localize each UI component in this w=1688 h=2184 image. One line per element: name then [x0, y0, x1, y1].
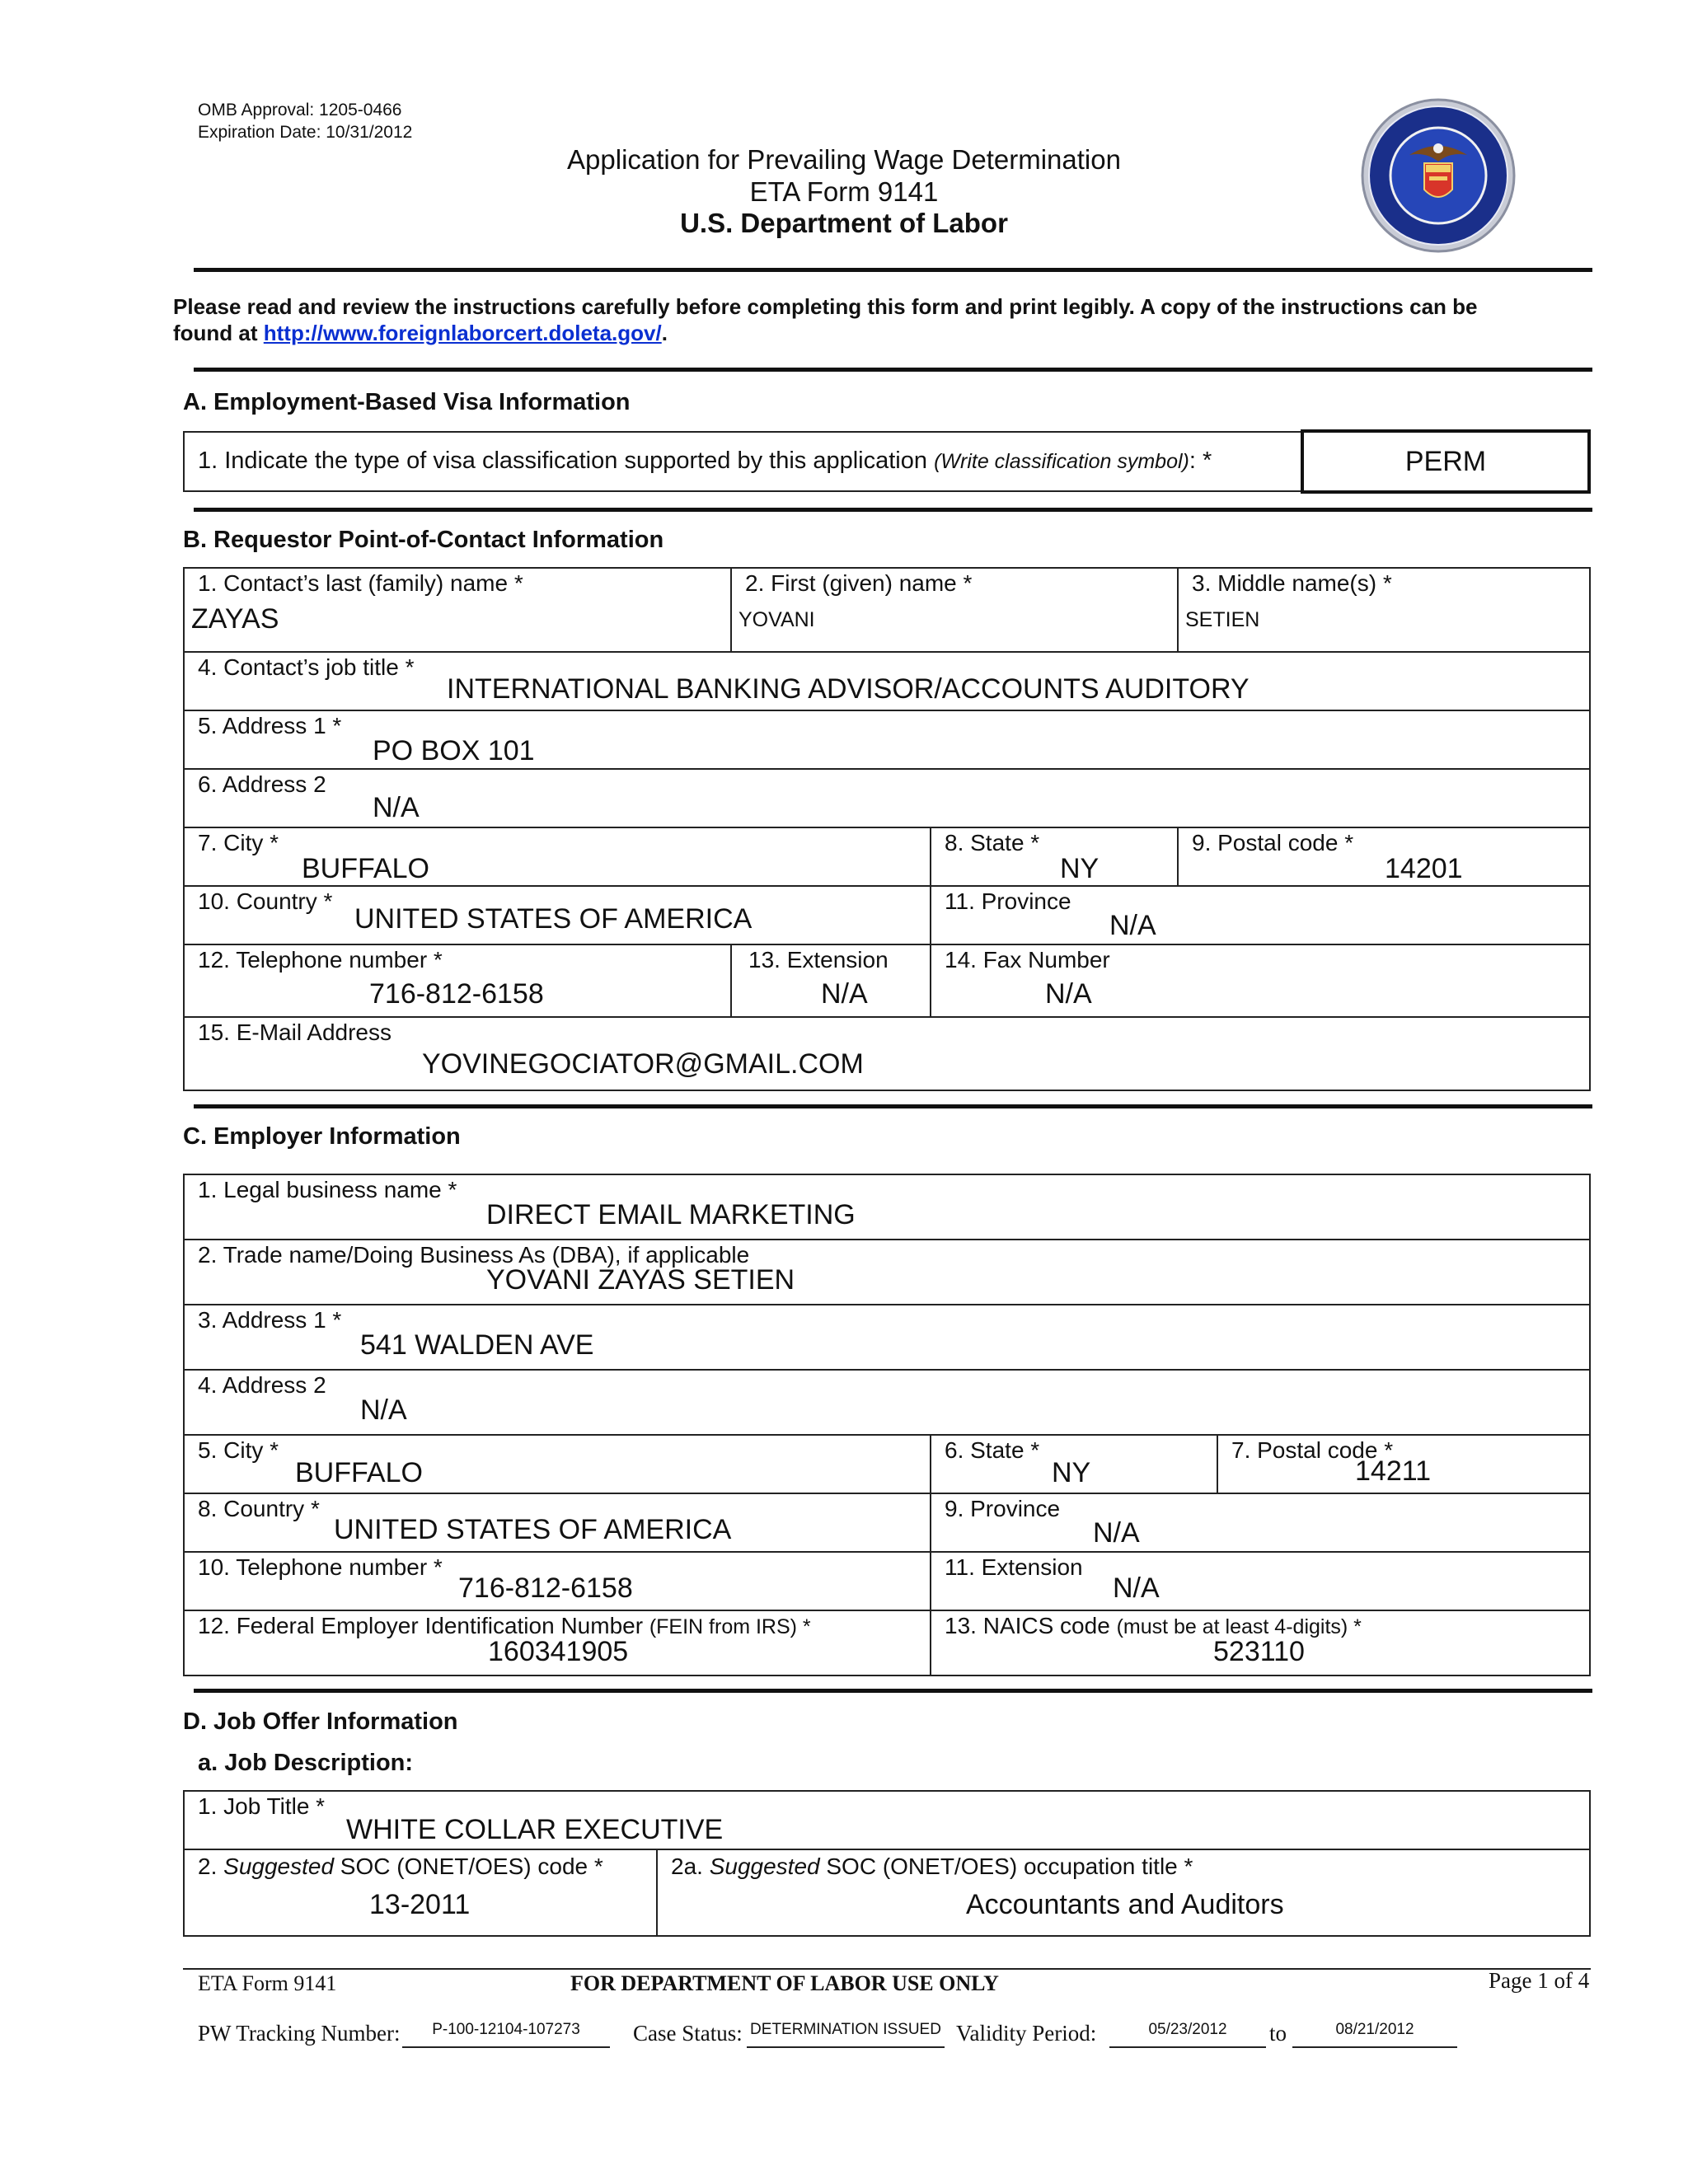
- soc-title-label: 2a. Suggested SOC (ONET/OES) occupation title *: [671, 1854, 1193, 1879]
- section-b-title: B. Requestor Point-of-Contact Information: [183, 527, 664, 553]
- employer-legal-name-field[interactable]: DIRECT EMAIL MARKETING: [486, 1199, 856, 1230]
- contact-last-name-label: 1. Contact’s last (family) name *: [198, 570, 523, 596]
- department-name: U.S. Department of Labor: [680, 208, 1008, 238]
- footer-form-name: ETA Form 9141: [198, 1971, 337, 1995]
- contact-postal-label: 9. Postal code *: [1192, 830, 1354, 855]
- visa-classification-label: 1. Indicate the type of visa classification supported by this application (Write classification symbol): *: [198, 448, 1212, 474]
- contact-first-name-label: 2. First (given) name *: [745, 570, 973, 596]
- contact-country-label: 10. Country *: [198, 888, 333, 914]
- employer-country-label: 8. Country *: [198, 1496, 320, 1521]
- form-title: Application for Prevailing Wage Determination: [567, 144, 1121, 175]
- employer-province-field[interactable]: N/A: [1093, 1517, 1140, 1549]
- employer-fein-label: 12. Federal Employer Identification Number (FEIN from IRS) *: [198, 1613, 811, 1638]
- employer-address2-field[interactable]: N/A: [360, 1394, 407, 1426]
- contact-job-title-label: 4. Contact’s job title *: [198, 654, 415, 680]
- employer-address1-label: 3. Address 1 *: [198, 1307, 342, 1333]
- form-number: ETA Form 9141: [749, 176, 939, 207]
- validity-to-field[interactable]: 08/21/2012: [1292, 2019, 1457, 2048]
- header-rule: [194, 268, 1592, 272]
- contact-job-title-field[interactable]: INTERNATIONAL BANKING ADVISOR/ACCOUNTS AUDITORY: [447, 673, 1250, 705]
- employer-naics-field[interactable]: 523110: [1213, 1636, 1305, 1667]
- footer-page-number: Page 1 of 4: [1489, 1968, 1590, 1993]
- instructions-link[interactable]: http://www.foreignlaborcert.doleta.gov/: [263, 321, 662, 345]
- employer-trade-name-label: 2. Trade name/Doing Business As (DBA), if applicable: [198, 1242, 750, 1268]
- employer-state-label: 6. State *: [945, 1437, 1040, 1463]
- contact-first-name-field[interactable]: YOVANI: [738, 608, 815, 631]
- expiration-date: Expiration Date: 10/31/2012: [198, 123, 413, 142]
- employer-phone-label: 10. Telephone number *: [198, 1554, 443, 1580]
- employer-city-field[interactable]: BUFFALO: [295, 1457, 423, 1488]
- contact-email-field[interactable]: YOVINEGOCIATOR@GMAIL.COM: [422, 1048, 864, 1080]
- job-title-field[interactable]: WHITE COLLAR EXECUTIVE: [346, 1814, 724, 1845]
- employer-phone-field[interactable]: 716-812-6158: [458, 1572, 633, 1604]
- contact-address1-field[interactable]: PO BOX 101: [373, 735, 535, 766]
- contact-fax-label: 14. Fax Number: [945, 947, 1110, 972]
- job-description-subtitle: a. Job Description:: [198, 1750, 414, 1776]
- section-a-rule: [194, 368, 1592, 372]
- contact-city-label: 7. City *: [198, 830, 279, 855]
- contact-fax-field[interactable]: N/A: [1045, 978, 1092, 1010]
- soc-code-field[interactable]: 13-2011: [369, 1889, 471, 1920]
- employer-address1-field[interactable]: 541 WALDEN AVE: [360, 1329, 594, 1361]
- employer-naics-label: 13. NAICS code (must be at least 4-digits) *: [945, 1613, 1362, 1638]
- validity-to-label: to: [1269, 2021, 1287, 2046]
- omb-approval: OMB Approval: 1205-0466: [198, 101, 402, 120]
- case-status-label: Case Status:: [633, 2021, 743, 2046]
- employer-fein-field[interactable]: 160341905: [488, 1636, 629, 1667]
- contact-phone-label: 12. Telephone number *: [198, 947, 443, 972]
- contact-country-field[interactable]: UNITED STATES OF AMERICA: [354, 903, 753, 935]
- contact-province-field[interactable]: N/A: [1109, 910, 1156, 941]
- contact-extension-field[interactable]: N/A: [821, 978, 868, 1010]
- employer-legal-name-label: 1. Legal business name *: [198, 1177, 457, 1202]
- section-d-title: D. Job Offer Information: [183, 1708, 458, 1735]
- contact-address2-field[interactable]: N/A: [373, 792, 420, 823]
- footer-dol-use: FOR DEPARTMENT OF LABOR USE ONLY: [570, 1971, 999, 1995]
- validity-from-field[interactable]: 05/23/2012: [1109, 2019, 1266, 2048]
- instructions-line-1: Please read and review the instructions carefully before completing this form and print legibly. A copy of the instructions can be: [173, 294, 1478, 319]
- contact-middle-name-label: 3. Middle name(s) *: [1192, 570, 1392, 596]
- contact-extension-label: 13. Extension: [748, 947, 889, 972]
- section-b-rule: [194, 508, 1592, 512]
- visa-classification-field[interactable]: PERM: [1301, 429, 1591, 494]
- tracking-number-field[interactable]: P-100-12104-107273: [402, 2019, 610, 2048]
- employer-trade-name-field[interactable]: YOVANI ZAYAS SETIEN: [486, 1264, 795, 1296]
- contact-middle-name-field[interactable]: SETIEN: [1185, 608, 1260, 631]
- employer-state-field[interactable]: NY: [1052, 1457, 1091, 1488]
- validity-period-label: Validity Period:: [956, 2021, 1097, 2046]
- instructions-line-2: found at http://www.foreignlaborcert.doleta.gov/.: [173, 321, 668, 345]
- soc-title-field[interactable]: Accountants and Auditors: [966, 1889, 1284, 1920]
- contact-city-field[interactable]: BUFFALO: [302, 853, 429, 884]
- section-c-title: C. Employer Information: [183, 1123, 461, 1150]
- contact-info-table: [183, 567, 1591, 1091]
- section-c-rule: [194, 1104, 1592, 1108]
- employer-postal-label: 7. Postal code *: [1231, 1437, 1394, 1463]
- contact-province-label: 11. Province: [945, 888, 1071, 914]
- employer-address2-label: 4. Address 2: [198, 1372, 326, 1398]
- contact-state-label: 8. State *: [945, 830, 1040, 855]
- department-of-labor-seal-icon: [1360, 97, 1517, 254]
- employer-province-label: 9. Province: [945, 1496, 1061, 1521]
- employer-city-label: 5. City *: [198, 1437, 279, 1463]
- soc-code-label: 2. Suggested SOC (ONET/OES) code *: [198, 1854, 603, 1879]
- contact-address1-label: 5. Address 1 *: [198, 713, 342, 738]
- contact-last-name-field[interactable]: ZAYAS: [191, 603, 279, 635]
- employer-extension-field[interactable]: N/A: [1113, 1572, 1160, 1604]
- employer-country-field[interactable]: UNITED STATES OF AMERICA: [334, 1514, 732, 1545]
- section-a-title: A. Employment-Based Visa Information: [183, 389, 631, 415]
- tracking-number-label: PW Tracking Number:: [198, 2021, 401, 2046]
- contact-state-field[interactable]: NY: [1060, 853, 1100, 884]
- job-title-label: 1. Job Title *: [198, 1793, 326, 1819]
- employer-postal-field[interactable]: 14211: [1355, 1455, 1432, 1487]
- section-d-rule: [194, 1689, 1592, 1693]
- employer-extension-label: 11. Extension: [945, 1554, 1083, 1580]
- contact-email-label: 15. E-Mail Address: [198, 1019, 392, 1045]
- case-status-field[interactable]: DETERMINATION ISSUED: [747, 2019, 945, 2048]
- contact-postal-field[interactable]: 14201: [1385, 853, 1463, 884]
- contact-phone-field[interactable]: 716-812-6158: [369, 978, 544, 1010]
- footer-rule: [183, 1968, 1591, 1970]
- contact-address2-label: 6. Address 2: [198, 771, 326, 797]
